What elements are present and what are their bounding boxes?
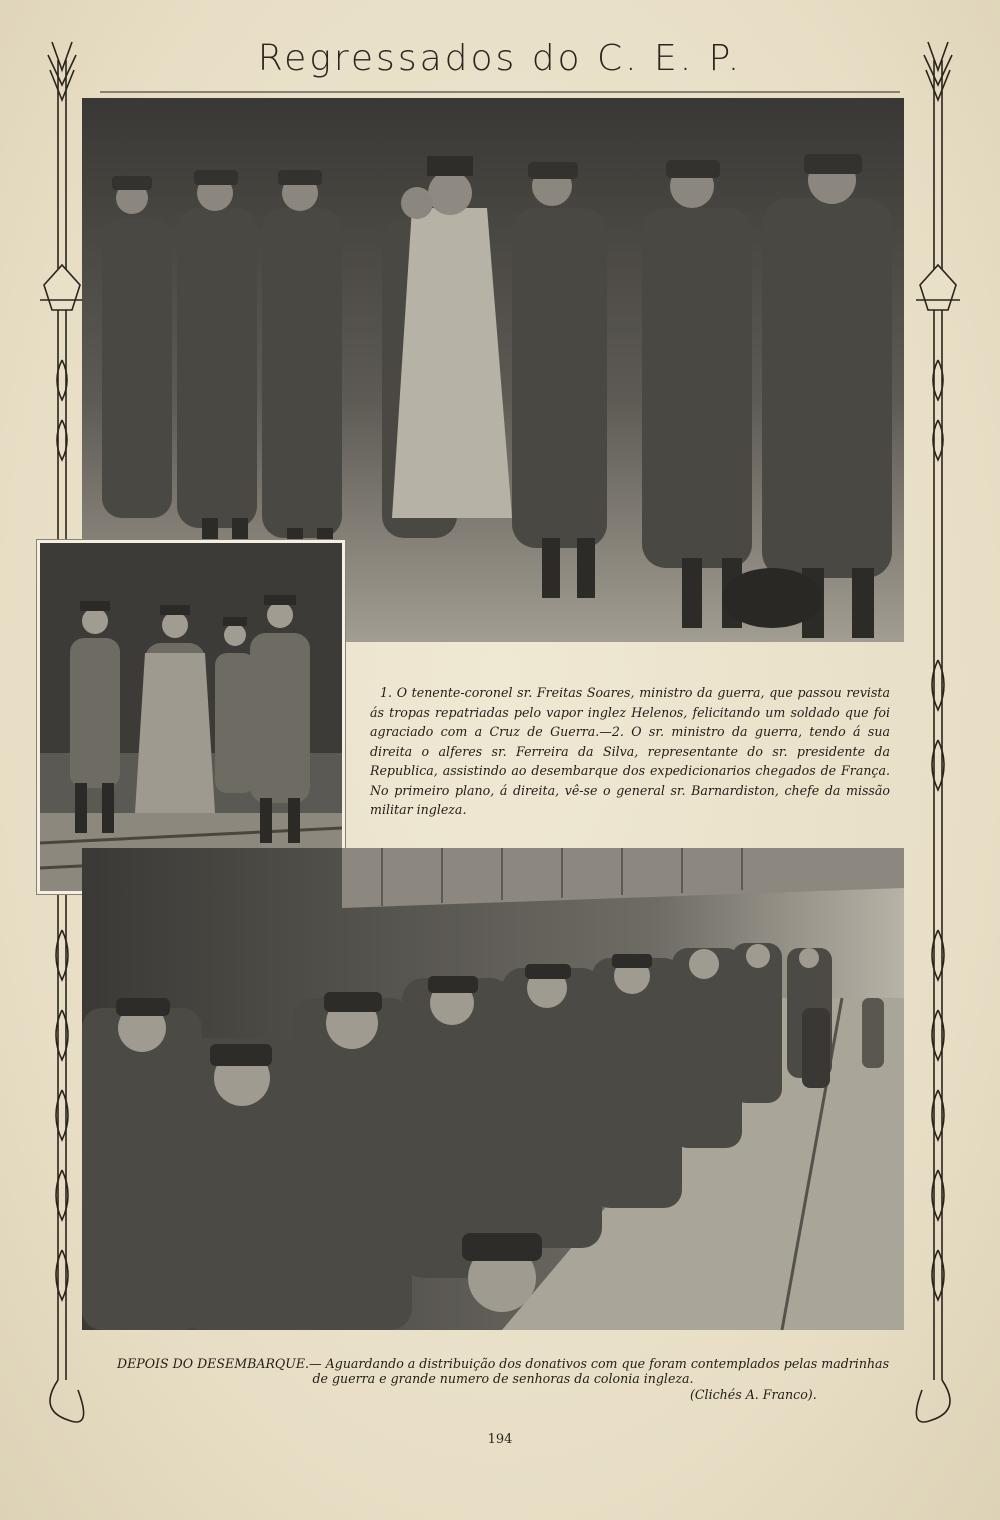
page-title: Regressados do C. E. P. [257,38,743,79]
photo-officers-at-pier [37,540,345,894]
photo-credit: (Clichés A. Franco). [690,1387,817,1402]
caption-bottom: DEPOIS DO DESEMBARQUE.— Aguardando a distribuição dos donativos com que foram contemplados pelas madrinhas de guerra e grande numero de senhoras da colonia ingleza. [116,1356,890,1386]
page-number: 194 [487,1432,513,1447]
caption-top: 1. O tenente-coronel sr. Freitas Soares, ministro da guerra, que passou revista ás tropas repatriadas pelo vapor inglez Helenos, felicitando um soldado que foi agraciado com a Cruz de Guerra.—2. O sr. ministro da guerra, tendo á sua direita o alferes sr. Ferreira da Silva, representante do sr. presidente da Republica, assistindo ao desembarque dos expedicionarios chegados de França. No primeiro plano, á direita, vê-se o general sr. Barnardiston, chefe da missão militar ingleza. [370,685,890,817]
photo-soldiers-on-platform [82,848,904,1330]
